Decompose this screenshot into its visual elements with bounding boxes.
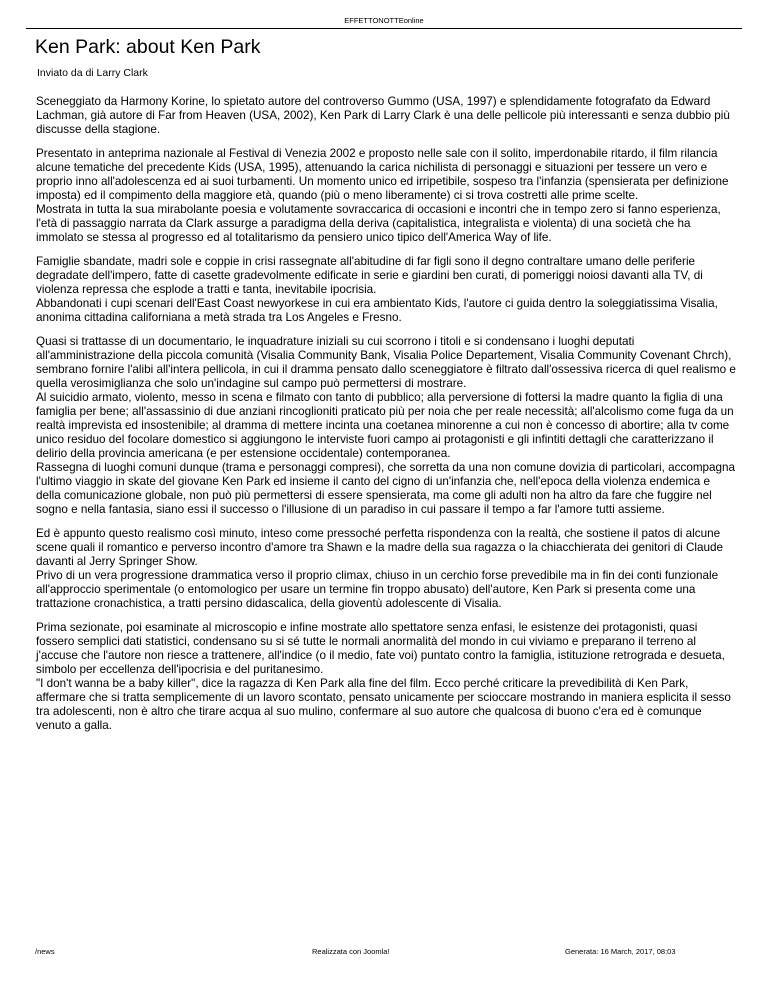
paragraph-6 [36,621,736,733]
article-byline: Inviato da di Larry Clark [37,67,148,79]
footer-generated-date: Generata: 16 March, 2017, 08:03 [565,947,676,956]
text-line: Privo di un vera progressione drammatica verso il proprio climax, chiuso in un cerchio forse prevedibile ma in fin dei conti funzionale all'approccio sperimentale (o entomologico per usare un termine fin troppo abusato) dell'autore, Ken Park si presenta come una trattazione cronachistica, a tratti persino didascalica, della gioventù adolescente di Visalia. [36,569,719,610]
paragraph-5 [36,527,736,611]
text-line: Mostrata in tutta la sua mirabolante poesia e volutamente sovraccarica di occasioni e incontri che in tempo zero si fanno esperienza, l'età di passaggio narrata da Clark assurge a paradigma della deriva (capitalistica, integralista e violenta) di una società che ha immolato se stessa al progresso ed al totalitarismo da pensiero unico tipico dell'America Way of life. [36,203,721,244]
text-line: Famiglie sbandate, madri sole e coppie in crisi rassegnate all'abitudine di far figli sono il degno contraltare umano delle periferie degradate dell'impero, fatte di casette gradevolmente edificate in serie e giardini ben curati, di pomeriggi noiosi davanti alla TV, di violenza repressa che esplode a tratti e tanta, inevitabile ipocrisia. [36,255,703,296]
text-line: Presentato in anteprima nazionale al Festival di Venezia 2002 e proposto nelle sale con il solito, imperdonabile ritardo, il film rilancia alcune tematiche del precedente Kids (USA, 1995), attenuando la carica nichilista di personaggi e situazioni per tessere un vero e proprio inno all'adolescenza ed ai suoi turbamenti. Un momento unico ed irripetibile, sospeso tra l'infanzia (spensierata per definizione imposta) ed il compimento della maggiore età, quando (più o meno liberamente) ci si trova costretti alle prime scelte. [36,147,729,202]
text-line: Rassegna di luoghi comuni dunque (trama e personaggi compresi), che sorretta da una non comune dovizia di particolari, accompagna l'ultimo viaggio in skate del giovane Ken Park ed insieme il canto del cigno di un'infanzia che, nell'epoca della violenza endemica e della comunicazione globale, non può più permettersi di essere spensierata, ma come gli adulti non ha altro da fare che fuggire nel sogno e nella fantasia, siano essi il successo o l'illusione di un paradiso in cui passare il tempo a far l'amore tutti assieme. [36,461,736,516]
text-line: Quasi si trattasse di un documentario, le inquadrature iniziali su cui scorrono i titoli e si condensano i luoghi deputati all'amministrazione della piccola comunità (Visalia Community Bank, Visalia Police Departement, Visalia Community Covenant Chrch), sembrano fornire l'alibi all'intera pellicola, in cui il dramma pensato dallo sceneggiatore è filtrato dall'ossessiva ricerca di quel realismo e quella verosimiglianza che solo un'indagine sul campo può permettersi di mostrare. [36,335,736,390]
article-body [36,95,736,743]
page-footer [0,947,768,959]
footer-path: /news [35,947,55,956]
paragraph-2 [36,147,736,245]
paragraph-3 [36,255,736,325]
article-title: Ken Park: about Ken Park [35,36,261,58]
paragraph-1 [36,95,736,137]
text-line: Prima sezionate, poi esaminate al microscopio e infine mostrate allo spettatore senza enfasi, le esistenze dei protagonisti, quasi fossero semplici dati statistici, condensano su si sé tutte le normali anormalità del mondo in cui viviamo e preparano il terreno al j'accuse che l'autore non riesce a trattenere, all'indice (o il medio, fate voi) puntato contro la famiglia, istituzione retrograda e desueta, simbolo per eccellenza dell'ipocrisia e del puritanesimo. [36,621,725,676]
text-line: "I don't wanna be a baby killer", dice la ragazza di Ken Park alla fine del film. Ecco perché criticare la prevedibilità di Ken Park, affermare che si tratta semplicemente di un lavoro scontato, pensato unicamente per scioccare mostrando in maniera esplicita il sesso tra adolescenti, non è altro che tirare acqua al suo mulino, confermare al suo autore che qualcosa di buono c'era ed è comunque venuto a galla. [36,677,731,732]
text-line: Sceneggiato da Harmony Korine, lo spietato autore del controverso Gummo (USA, 1997) e splendidamente fotografato da Edward Lachman, già autore di Far from Heaven (USA, 2002), Ken Park di Larry Clark è una delle pellicole più interessanti e senza dubbio più discusse della stagione. [36,95,730,136]
header-divider [26,28,742,29]
text-line: Abbandonati i cupi scenari dell'East Coast newyorkese in cui era ambientato Kids, l'autore ci guida dentro la soleggiatissima Visalia, anonima cittadina californiana a metà strada tra Los Angeles e Fresno. [36,297,718,324]
paragraph-4 [36,335,736,517]
text-line: Ed è appunto questo realismo così minuto, inteso come pressoché perfetta rispondenza con la realtà, che sostiene il patos di alcune scene quali il romantico e perverso incontro d'amore tra Shawn e la madre della sua ragazza o la chiacchierata dei genitori di Claude davanti al Jerry Springer Show. [36,527,723,568]
site-header: EFFETTONOTTEonline [344,16,424,25]
text-line: Al suicidio armato, violento, messo in scena e filmato con tanto di pubblico; alla perversione di fottersi la madre quanto la figlia di una famiglia per bene; all'assassinio di due anziani rincoglioniti praticato più per noia che per reale necessità; all'alcolismo come fuga da un realtà imprevista ed insostenibile; al dramma di mettere incinta una coetanea minorenne a cui non è concesso di abortire; alla tv come unico residuo del focolare domestico si aggiungono le interviste fuori campo ai protagonisti e gli infintiti dettagli che caratterizzano il delirio della provincia americana (e per estensione occidentale) contemporanea. [36,391,734,460]
footer-powered-by: Realizzata con Joomla! [312,947,390,956]
